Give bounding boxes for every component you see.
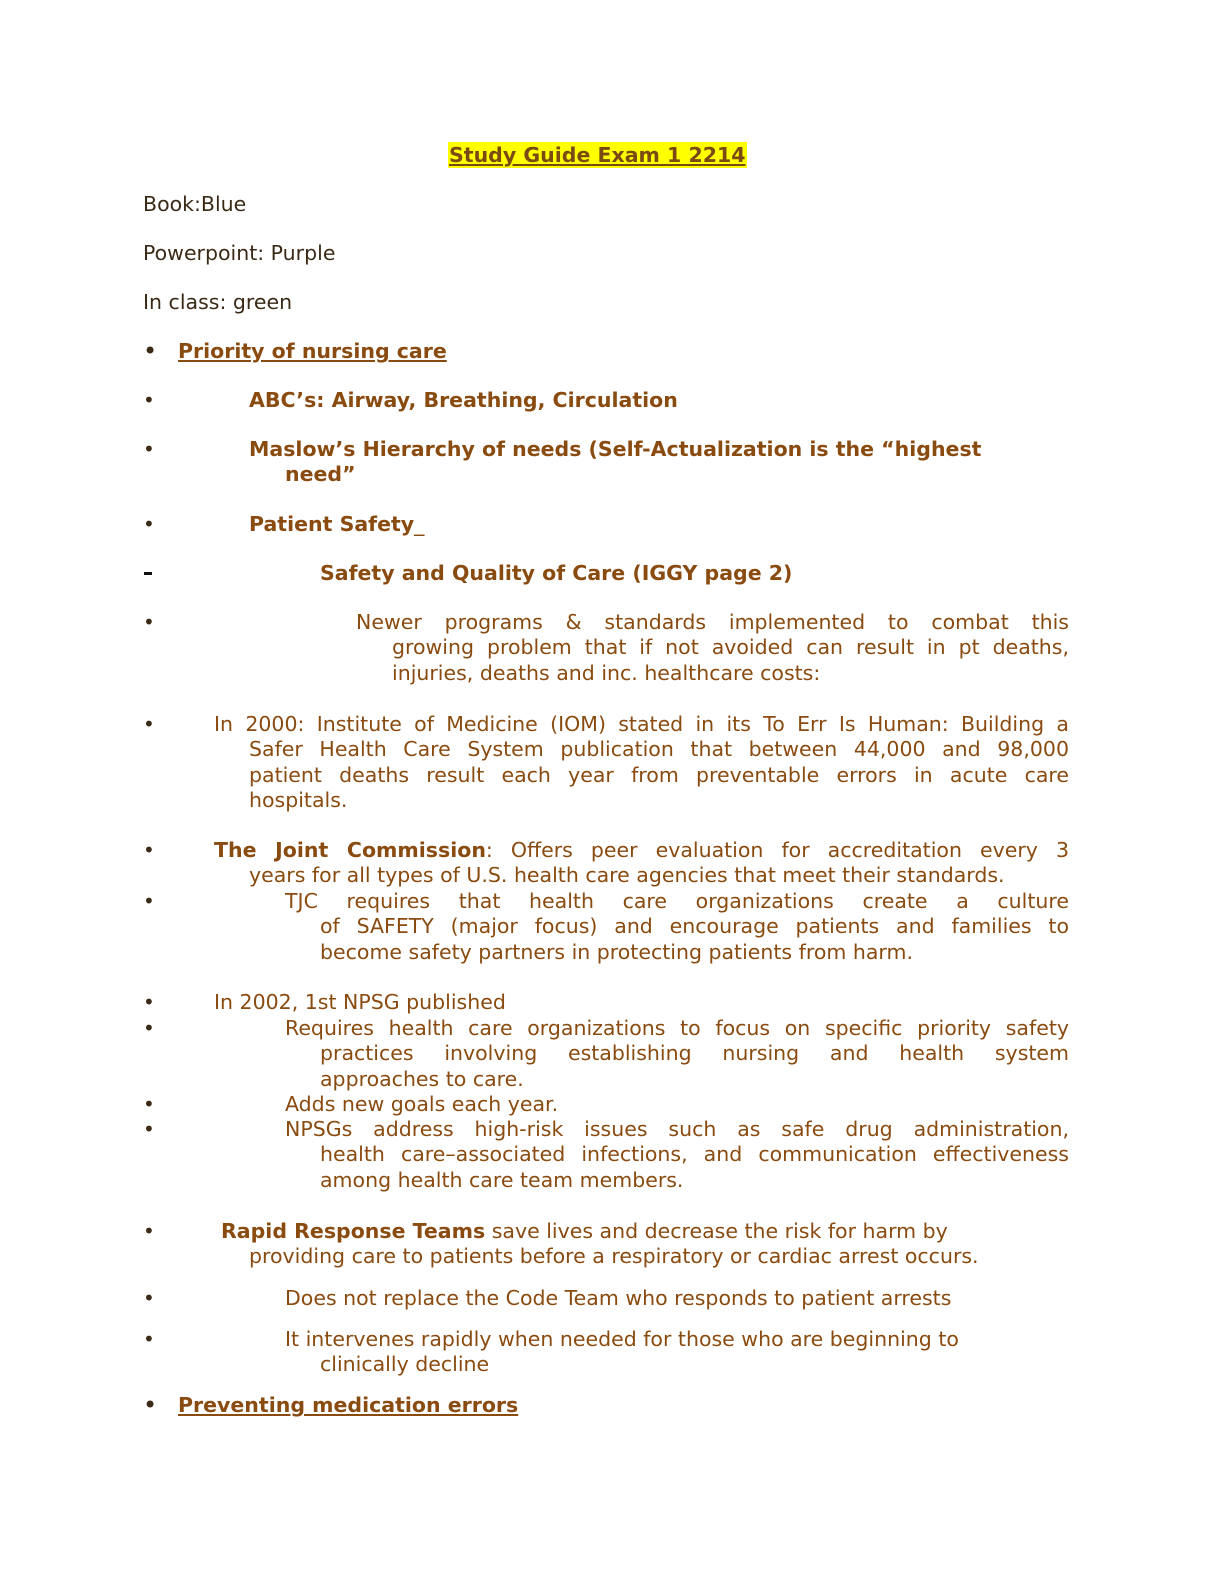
- bullet-icon: •: [143, 990, 155, 1014]
- rrt-line: providing care to patients before a respiratory or cardiac arrest occurs.: [249, 1244, 979, 1269]
- code-team-item: Does not replace the Code Team who responds to patient arrests: [285, 1286, 952, 1310]
- maslow-line: Maslow’s Hierarchy of needs (Self-Actualization is the “highest: [249, 437, 982, 461]
- bullet-icon: •: [143, 838, 155, 862]
- npsg-address-line: NPSGs address high-risk issues such as safe drug administration,: [285, 1117, 1069, 1141]
- npsg-address-line: among health care team members.: [320, 1167, 684, 1192]
- bullet-icon: •: [143, 610, 155, 634]
- bullet-icon: •: [143, 1327, 155, 1351]
- tjc-term: The Joint Commission: [214, 838, 486, 862]
- newer-programs-line: injuries, deaths and inc. healthcare costs:: [392, 660, 821, 685]
- maslow-line: need”: [285, 462, 356, 487]
- npsg-requires-line: approaches to care.: [320, 1066, 524, 1091]
- intervenes-line: clinically decline: [320, 1352, 490, 1377]
- intervenes-item: [285, 1327, 959, 1378]
- tjc-item: [214, 838, 1069, 889]
- tjc-requires-line: become safety partners in protecting patients from harm.: [320, 939, 913, 964]
- bullet-icon: •: [143, 437, 155, 461]
- iom-line: Safer Health Care System publication that between 44,000 and 98,000: [249, 737, 1069, 762]
- rrt-item: [221, 1219, 979, 1270]
- bullet-icon: •: [143, 512, 155, 536]
- bullet-icon: •: [143, 889, 155, 913]
- npsg-requires-item: [285, 1016, 1069, 1092]
- newer-programs-item: [356, 610, 1069, 686]
- patient-safety-item: [249, 512, 424, 537]
- iom-line: hospitals.: [249, 788, 348, 813]
- iom-item: [214, 712, 1069, 814]
- bullet-icon: •: [143, 1117, 155, 1141]
- page-title: Study Guide Exam 1 2214: [449, 143, 746, 167]
- bullet-icon: •: [143, 337, 158, 365]
- iom-line: In 2000: Institute of Medicine (IOM) stated in its To Err Is Human: Building a: [214, 712, 1069, 736]
- rrt-line: [221, 1219, 979, 1244]
- safety-quality-item: Safety and Quality of Care (IGGY page 2): [320, 561, 793, 585]
- npsg-requires-line: Requires health care organizations to focus on specific priority safety: [285, 1016, 1069, 1040]
- npsg-requires-line: practices involving establishing nursing and health system: [320, 1041, 1069, 1066]
- bullet-icon: •: [143, 1391, 158, 1419]
- bullet-icon: •: [143, 1219, 155, 1243]
- tjc-requires-line: TJC requires that health care organizations create a culture: [285, 889, 1069, 913]
- bullet-icon: •: [143, 388, 155, 412]
- key-powerpoint: Powerpoint: Purple: [143, 241, 336, 265]
- abcs-item: ABC’s: Airway, Breathing, Circulation: [249, 388, 678, 412]
- intervenes-line: It intervenes rapidly when needed for those who are beginning to: [285, 1327, 959, 1351]
- bullet-icon: •: [143, 712, 155, 736]
- patient-safety-label: Patient Safety: [249, 512, 415, 536]
- tjc-rest: : Offers peer evaluation for accreditation every 3: [485, 838, 1069, 862]
- npsg-adds-item: Adds new goals each year.: [285, 1092, 559, 1116]
- dash-bullet-icon: [144, 572, 152, 575]
- patient-safety-underscore: _: [414, 512, 425, 536]
- newer-programs-line: Newer programs & standards implemented to combat this: [356, 610, 1069, 634]
- npsg-address-line: health care–associated infections, and communication effectiveness: [320, 1142, 1069, 1167]
- npsg-2002-item: In 2002, 1st NPSG published: [214, 990, 506, 1014]
- bullet-icon: •: [143, 1092, 155, 1116]
- bullet-icon: •: [143, 1286, 155, 1310]
- med-errors-heading: Preventing medication errors: [178, 1393, 519, 1417]
- npsg-address-item: [285, 1117, 1069, 1193]
- priority-heading: Priority of nursing care: [178, 339, 447, 363]
- newer-programs-line: growing problem that if not avoided can result in pt deaths,: [392, 635, 1069, 660]
- key-book: Book:Blue: [143, 192, 247, 216]
- tjc-requires-line: of SAFETY (major focus) and encourage patients and families to: [320, 914, 1069, 939]
- maslow-item: [249, 437, 981, 488]
- tjc-line: [214, 838, 1069, 863]
- key-in-class: In class: green: [143, 290, 293, 314]
- bullet-icon: •: [143, 1016, 155, 1040]
- tjc-line: years for all types of U.S. health care agencies that meet their standards.: [249, 863, 1005, 888]
- rrt-rest: save lives and decrease the risk for harm by: [485, 1219, 948, 1243]
- tjc-requires-item: [285, 889, 1069, 965]
- rrt-term: Rapid Response Teams: [221, 1219, 486, 1243]
- iom-line: patient deaths result each year from preventable errors in acute care: [249, 762, 1069, 787]
